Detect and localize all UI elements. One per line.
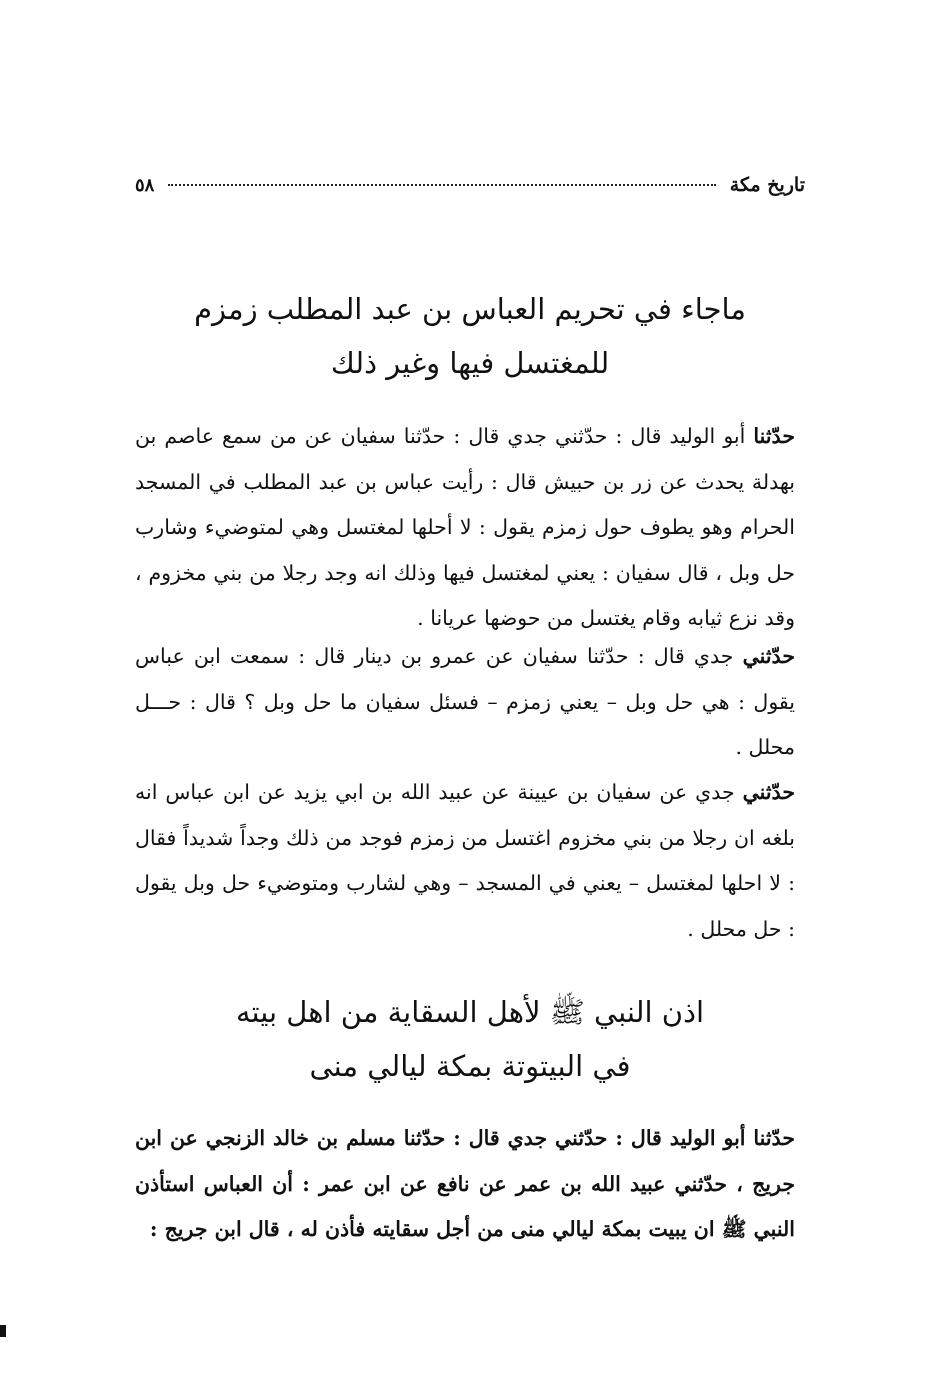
heading-1-line-2: للمغتسل فيها وغير ذلك xyxy=(330,346,610,380)
scan-edge-mark xyxy=(0,1325,6,1337)
section-heading-2 xyxy=(150,985,790,1093)
paragraph-3-text: جدي عن سفيان بن عيينة عن عبيد الله بن ابي يزيد عن ابن عباس انه بلغه ان رجلا من بني مخزوم اغتسل من زمزم فوجد من ذلك وجداً شديداً فقال : لا احلها لمغتسل – يعني في المسجد – وهي لشارب ومتوضيء حل وبل يقول : حل محلل . xyxy=(135,780,795,941)
paragraph-4 xyxy=(135,1116,795,1253)
paragraph-4-text: أبو الوليد قال : حدّثني جدي قال : حدّثنا مسلم بن خالد الزنجي عن ابن جريج ، حدّثني عبيد الله بن عمر عن نافع عن ابن عمر : أن العباس استأذن النبي ﷺ ان يبيت بمكة ليالي منى من أجل سقايته فأذن له ، قال ابن جريج : xyxy=(135,1126,795,1241)
heading-1-line-1: ماجاء في تحريم العباس بن عبد المطلب زمزم xyxy=(194,292,746,326)
heading-2-line-1: اذن النبي ﷺ لأهل السقاية من اهل بيته xyxy=(235,995,705,1029)
paragraph-3-lead: حدّثني xyxy=(742,780,795,804)
paragraph-4-lead: حدّثنا xyxy=(753,1126,795,1150)
book-title: تاريخ مكة xyxy=(729,174,805,196)
header-leader-dots xyxy=(168,184,715,186)
section-heading-1 xyxy=(150,282,790,390)
heading-2-line-2: في البيتوتة بمكة ليالي منى xyxy=(309,1049,631,1083)
paragraph-1 xyxy=(135,414,795,642)
paragraph-1-text: أبو الوليد قال : حدّثني جدي قال : حدّثنا سفيان عن من سمع عاصم بن بهدلة يحدث عن زر بن حبيش قال : رأيت عباس بن عبد المطلب في المسجد الحرام وهو يطوف حول زمزم يقول : لا أحلها لمغتسل وهي لمتوضيء وشارب حل وبل ، قال سفيان : يعني لمغتسل فيها وذلك انه وجد رجلا من بني مخزوم ، وقد نزع ثيابه وقام يغتسل من حوضها عريانا . xyxy=(135,424,795,630)
paragraph-2-text: جدي قال : حدّثنا سفيان عن عمرو بن دينار قال : سمعت ابن عباس يقول : هي حل وبل – يعني زمزم – فسئل سفيان ما حل وبل ؟ قال : حـــل محلل . xyxy=(135,644,795,759)
paragraph-3 xyxy=(135,770,795,952)
paragraph-2 xyxy=(135,634,795,771)
page-number: ٥٨ xyxy=(135,174,155,196)
paragraph-1-lead: حدّثنا xyxy=(753,424,795,448)
running-header xyxy=(125,168,805,202)
paragraph-2-lead: حدّثني xyxy=(742,644,795,668)
